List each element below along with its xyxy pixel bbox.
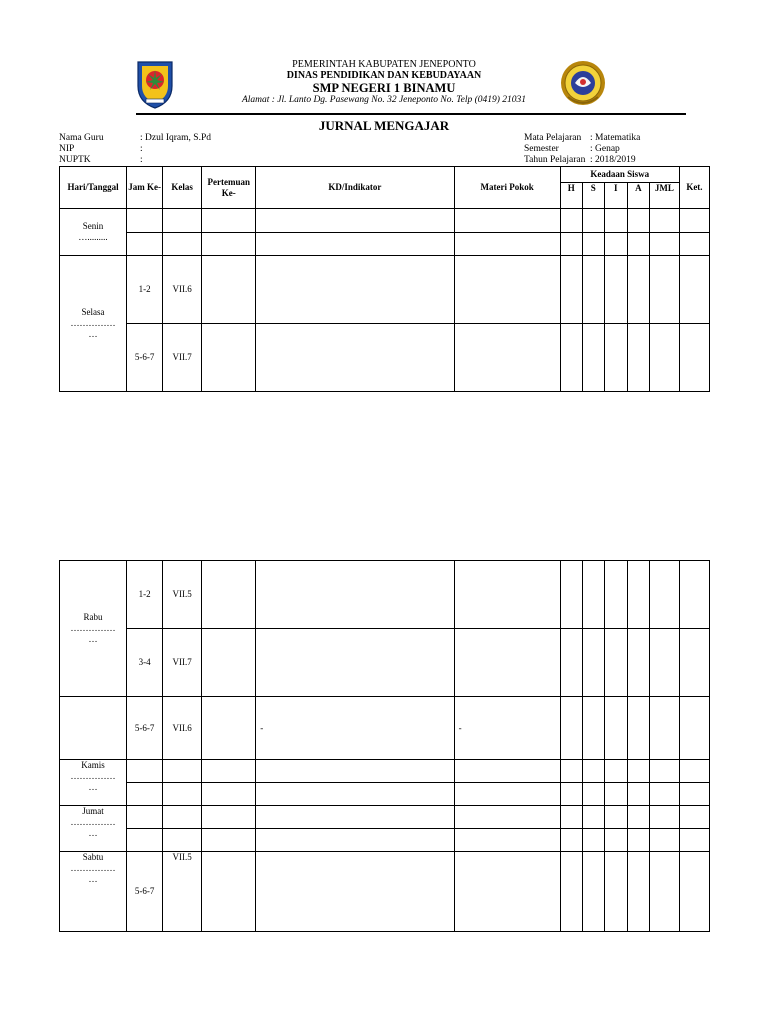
nuptk-value: :: [140, 155, 143, 165]
date-placeholder: ……………: [70, 862, 116, 873]
table-row: [60, 852, 710, 932]
date-placeholder-tail: …: [88, 873, 98, 884]
col-class: Kelas: [163, 167, 202, 209]
col-permit: I: [604, 183, 627, 209]
material-cell: -: [454, 697, 560, 760]
col-notes: Ket.: [679, 167, 709, 209]
table-row: [60, 324, 710, 392]
table-row: [60, 233, 710, 256]
date-placeholder: ……………: [70, 816, 116, 827]
table-row: [60, 697, 710, 760]
hour-cell: 5-6-7: [127, 324, 163, 392]
table-row: [60, 806, 710, 829]
academic-year-label: Tahun Pelajaran: [524, 155, 586, 165]
table-row: [60, 760, 710, 783]
table-row: [60, 783, 710, 806]
subject-label: Mata Pelajaran: [524, 133, 582, 143]
journal-table-bottom: [59, 560, 710, 932]
date-placeholder: ……………: [70, 318, 116, 329]
hour-cell: 5-6-7: [127, 697, 163, 760]
class-cell: VII.7: [163, 324, 202, 392]
hour-cell: 1-2: [127, 561, 163, 629]
journal-table-top: [59, 166, 710, 392]
semester-label: Semester: [524, 144, 559, 154]
table-row: [60, 256, 710, 324]
day-label: Jumat: [82, 806, 104, 816]
nip-value: :: [140, 144, 143, 154]
day-cell-thursday: [60, 760, 127, 806]
day-label: Sabtu: [82, 852, 104, 862]
class-cell: VII.5: [163, 852, 202, 932]
semester-value: : Genap: [590, 144, 620, 154]
col-sick: S: [582, 183, 604, 209]
day-label: Senin: [82, 221, 104, 232]
hour-cell: 3-4: [127, 629, 163, 697]
col-meeting: Pertemuan Ke-: [202, 167, 256, 209]
date-placeholder: ….........: [78, 232, 108, 242]
kd-cell: -: [256, 697, 454, 760]
header-government: PEMERINTAH KABUPATEN JENEPONTO: [292, 59, 476, 70]
nuptk-label: NUPTK: [59, 155, 91, 165]
day-label: Selasa: [81, 307, 105, 318]
nip-label: NIP: [59, 144, 75, 154]
hour-cell: 1-2: [127, 256, 163, 324]
col-present: H: [560, 183, 582, 209]
col-total: JML: [649, 183, 679, 209]
date-placeholder-tail: …: [88, 633, 98, 644]
teacher-name-label: Nama Guru: [59, 133, 104, 143]
day-cell-monday: [60, 209, 127, 256]
date-placeholder: ……………: [70, 770, 116, 781]
table-row: [60, 209, 710, 233]
col-absent: A: [627, 183, 649, 209]
class-cell: VII.5: [163, 561, 202, 629]
day-cell-friday: [60, 806, 127, 852]
col-day-date: Hari/Tanggal: [60, 167, 127, 209]
day-cell-tuesday: [60, 256, 127, 392]
academic-year-value: : 2018/2019: [590, 155, 636, 165]
header-department: DINAS PENDIDIKAN DAN KEBUDAYAAN: [286, 70, 482, 81]
header-school-name: SMP NEGERI 1 BINAMU: [312, 81, 456, 95]
class-cell: VII.6: [163, 256, 202, 324]
date-placeholder-tail: …: [88, 328, 98, 339]
teacher-name-value: : Dzul Iqram, S.Pd: [140, 133, 211, 143]
table-row: [60, 829, 710, 852]
col-hour: Jam Ke-: [127, 167, 163, 209]
table-row: [60, 629, 710, 697]
day-cell-wednesday: [60, 561, 127, 697]
class-cell: VII.6: [163, 697, 202, 760]
table-row: [60, 561, 710, 629]
col-main-material: Materi Pokok: [454, 167, 560, 209]
day-label: Rabu: [83, 612, 103, 623]
header-address: Alamat : Jl. Lanto Dg. Pasewang No. 32 Jeneponto No. Telp (0419) 21031: [241, 95, 527, 105]
day-cell-saturday: [60, 852, 127, 932]
day-label: Kamis: [81, 760, 105, 770]
subject-value: : Matematika: [590, 133, 641, 143]
hour-cell: 5-6-7: [127, 852, 163, 932]
col-student-attendance: Keadaan Siswa: [560, 167, 679, 183]
col-kd-indicator: KD/Indikator: [256, 167, 454, 209]
class-cell: VII.7: [163, 629, 202, 697]
date-placeholder-tail: …: [88, 781, 98, 792]
header-divider: [136, 113, 686, 115]
date-placeholder: ……………: [70, 623, 116, 634]
document-title: JURNAL MENGAJAR: [318, 118, 450, 133]
date-placeholder-tail: …: [88, 827, 98, 838]
